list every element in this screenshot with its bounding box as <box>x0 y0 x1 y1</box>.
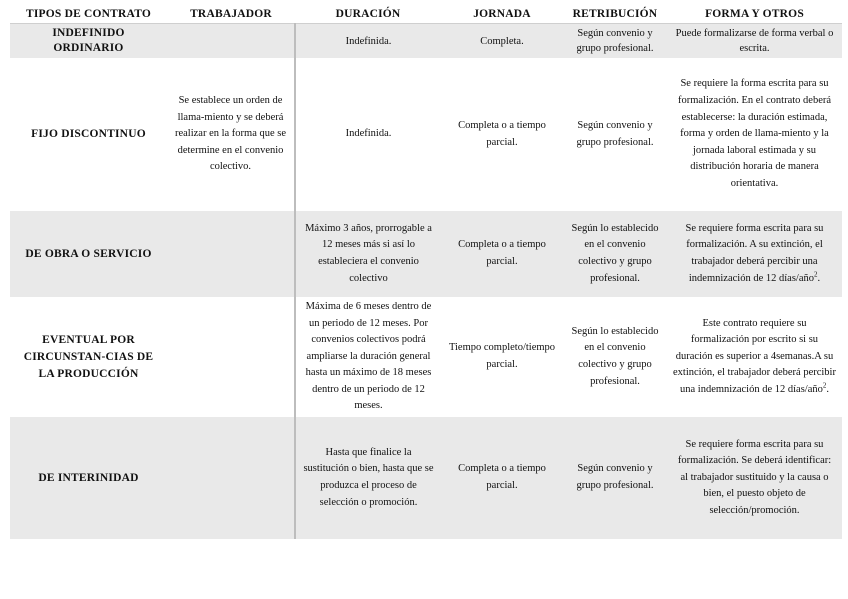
header-trabajador: TRABAJADOR <box>167 5 295 24</box>
contract-type: DE OBRA O SERVICIO <box>10 211 167 297</box>
worker-cell <box>167 24 295 59</box>
form-text-end: . <box>817 272 821 284</box>
table-row <box>10 417 842 539</box>
table-row <box>10 297 842 417</box>
footnote-marker: 2 <box>813 270 818 279</box>
worker-cell: Se establece un orden de llama-miento y se deberá realizar en la forma que se determine en el convenio colectivo. <box>167 58 295 211</box>
duration-cell: Hasta que finalice la sustitución o bien, hasta que se produzca el proceso de selección o promoción. <box>295 417 441 539</box>
duration-cell: Máxima de 6 meses dentro de un periodo de 12 meses. Por convenios colectivos podrá ampliarse la duración general hasta un máximo de 18 meses dentro de un periodo de 12 meses. <box>305 300 432 412</box>
table-row <box>10 211 842 297</box>
form-text: Este contrato requiere su formalización por escrito si su duración es superior a 4semanas.A su extinción, el trabajador deberá percibir una indemnización de 12 días/año <box>673 317 836 395</box>
contract-type: FIJO DISCONTINUO <box>31 128 146 140</box>
header-row <box>10 5 842 24</box>
contract-type: INDEFINIDO ORDINARIO <box>10 24 167 59</box>
schedule-cell: Completa o a tiempo parcial. <box>441 417 563 539</box>
worker-cell <box>167 417 295 539</box>
table-row <box>10 24 842 59</box>
pay-cell: Según lo establecido en el convenio colectivo y grupo profesional. <box>571 325 659 387</box>
pay-cell: Según convenio y grupo profesional. <box>563 24 667 59</box>
header-jornada: JORNADA <box>441 5 563 24</box>
schedule-cell: Completa o a tiempo parcial. <box>441 211 563 297</box>
duration-cell: Indefinida. <box>295 24 441 59</box>
form-cell: Puede formalizarse de forma verbal o escrita. <box>667 24 842 59</box>
form-cell: Se requiere la forma escrita para su formalización. En el contrato deberá establecerse: la duración estimada, forma y orden de llama-miento y la jornada laboral estimada y su distribución horaria de manera orientativa. <box>677 78 832 189</box>
pay-cell: Según convenio y grupo profesional. <box>576 119 654 148</box>
schedule-cell: Tiempo completo/tiempo parcial. <box>448 342 556 370</box>
contract-type: DE INTERINIDAD <box>10 417 167 539</box>
header-forma: FORMA Y OTROS <box>667 5 842 24</box>
form-text-end: . <box>826 383 829 395</box>
header-tipos: TIPOS DE CONTRATO <box>10 5 167 24</box>
form-cell <box>667 297 842 417</box>
form-text: Se requiere forma escrita para su formalización. A su extinción, el trabajador deberá percibir una indemnización de 12 días/año <box>685 222 824 284</box>
form-cell: Se requiere forma escrita para su formalización. Se deberá identificar: al trabajador sustituido y la causa o bien, el puesto objeto de selección/promoción. <box>667 417 842 539</box>
pay-cell: Según convenio y grupo profesional. <box>563 417 667 539</box>
schedule-cell: Completa. <box>441 24 563 59</box>
table-row <box>10 58 842 211</box>
worker-cell <box>167 297 295 417</box>
footnote-marker: 2 <box>822 381 827 390</box>
form-cell <box>667 211 842 297</box>
contract-types-table <box>10 5 842 539</box>
schedule-cell: Completa o a tiempo parcial. <box>458 119 546 148</box>
worker-cell <box>167 211 295 297</box>
header-duracion: DURACIÓN <box>295 5 441 24</box>
contract-type: EVENTUAL POR CIRCUNSTAN-CIAS DE LA PRODUCCIÓN <box>23 333 154 380</box>
duration-cell: Indefinida. <box>345 128 392 140</box>
duration-cell: Máximo 3 años, prorrogable a 12 meses más si así lo estableciera el convenio colectivo <box>295 211 441 297</box>
header-retribucion: RETRIBUCIÓN <box>563 5 667 24</box>
pay-cell: Según lo establecido en el convenio colectivo y grupo profesional. <box>563 211 667 297</box>
